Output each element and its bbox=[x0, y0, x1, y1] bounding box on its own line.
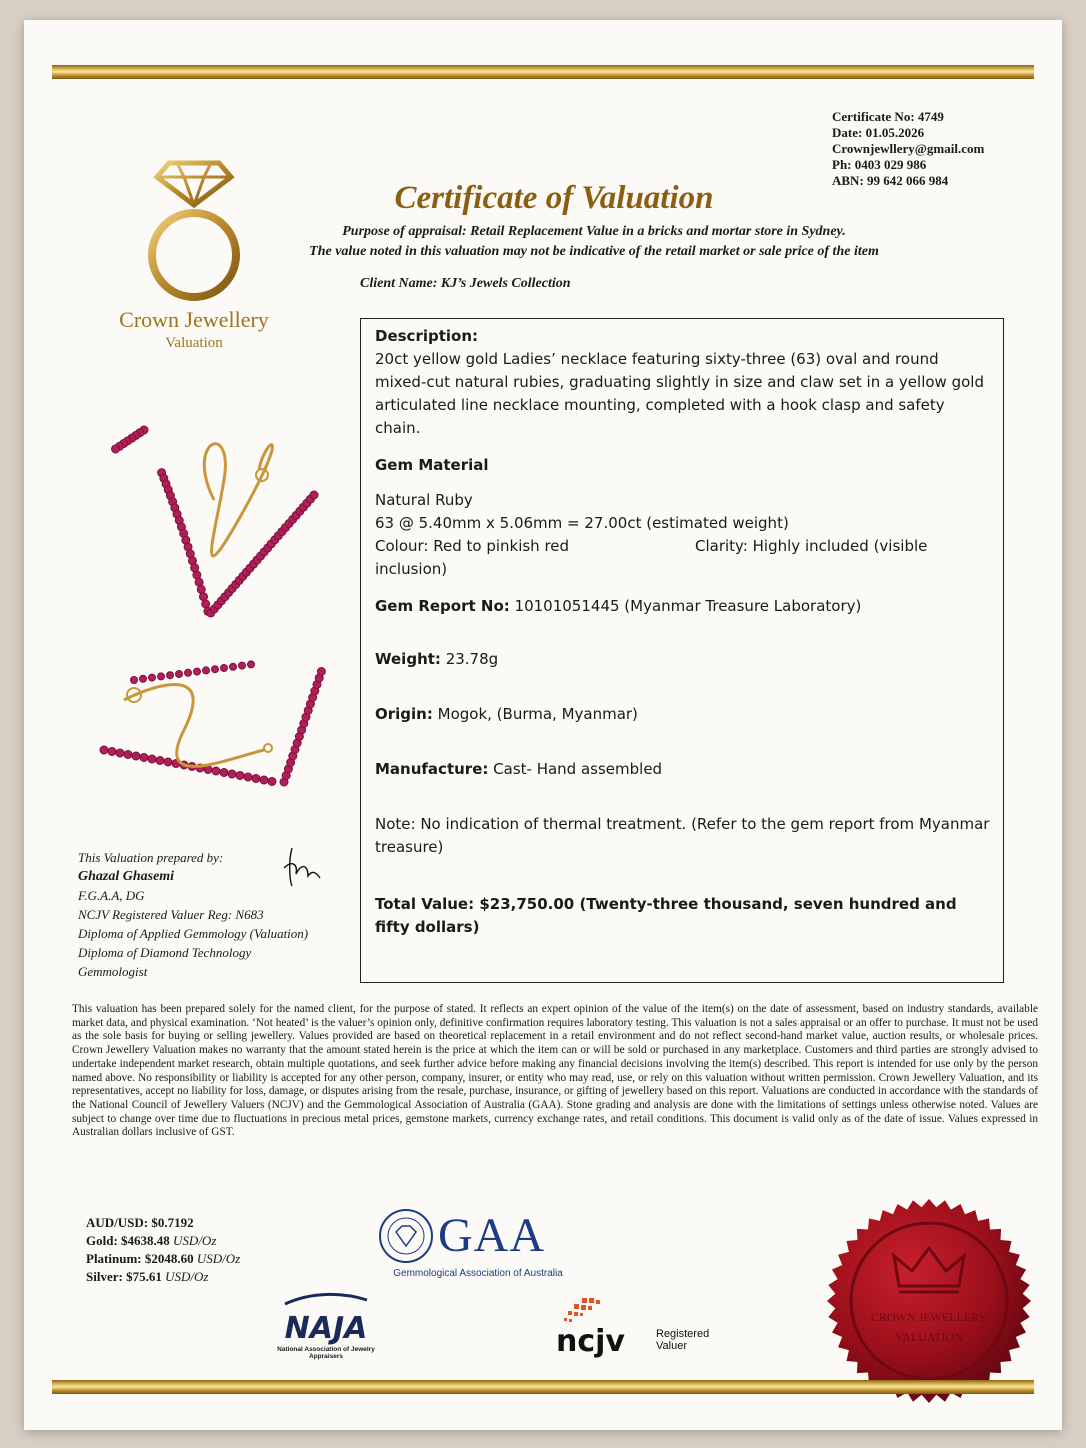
brand-logo bbox=[104, 155, 284, 352]
certificate-date: Date: 01.05.2026 bbox=[832, 125, 925, 140]
total-value: Total Value: $23,750.00 (Twenty-three thousand, seven hundred and fifty dollars) bbox=[375, 895, 957, 936]
ncjv-registered: Registered Valuer bbox=[656, 1328, 710, 1352]
rate-silver: Silver: $75.61 USD/Oz bbox=[86, 1269, 209, 1284]
weight-label: Weight: bbox=[375, 650, 441, 668]
purpose-line-2: The value noted in this valuation may not be indicative of the retail market or sale price of the item bbox=[309, 244, 879, 259]
gaa-text: GAA bbox=[438, 1209, 545, 1262]
gem-name: Natural Ruby bbox=[375, 491, 473, 509]
purpose-statement bbox=[264, 222, 924, 262]
gem-report-value: 10101051445 (Myanmar Treasure Laboratory) bbox=[514, 597, 862, 615]
manufacture-value: Cast- Hand assembled bbox=[493, 760, 663, 778]
brand-name: Crown Jewellery bbox=[119, 307, 269, 332]
top-gold-border bbox=[52, 65, 1034, 79]
gem-colour: Colour: Red to pinkish red bbox=[375, 537, 570, 555]
ncjv-text: ncjv bbox=[556, 1324, 625, 1359]
valuer-diploma-1: Diploma of Applied Gemmology (Valuation) bbox=[78, 926, 309, 941]
necklace-photo-top bbox=[84, 400, 344, 640]
gaa-subtitle: Gemmological Association of Australia bbox=[393, 1268, 563, 1279]
rate-gold: Gold: $4638.48 USD/Oz bbox=[86, 1233, 217, 1248]
valuer-registration: NCJV Registered Valuer Reg: N683 bbox=[78, 907, 264, 922]
naja-logo bbox=[276, 1292, 376, 1360]
gem-measurement: 63 @ 5.40mm x 5.06mm = 27.00ct (estimated weight) bbox=[375, 514, 789, 532]
description-box bbox=[360, 318, 1004, 983]
valuer-name: Ghazal Ghasemi bbox=[78, 869, 175, 884]
seal-line-2: VALUATION bbox=[895, 1330, 963, 1344]
rate-aud: AUD/USD: $0.7192 bbox=[86, 1215, 194, 1230]
prepared-by bbox=[78, 848, 308, 981]
manufacture-label: Manufacture: bbox=[375, 760, 489, 778]
certificate-email: Crownjewllery@gmail.com bbox=[832, 141, 985, 156]
certificate-abn: ABN: 99 642 066 984 bbox=[832, 173, 949, 188]
description-text: 20ct yellow gold Ladies’ necklace featuring sixty-three (63) oval and round mixed-cut natural rubies, graduating slightly in size and claw set in a yellow gold articulated line necklace mounting, completed with a hook clasp and safety chain. bbox=[375, 350, 984, 437]
gem-clarity: Clarity: Highly included (visible bbox=[695, 537, 928, 555]
client-name: Client Name: KJ’s Jewels Collection bbox=[360, 276, 571, 291]
valuer-diploma-2: Diploma of Diamond Technology bbox=[78, 945, 252, 960]
note-text: Note: No indication of thermal treatment. (Refer to the gem report from Myanmar treasure) bbox=[375, 815, 990, 856]
metal-rates bbox=[86, 1214, 240, 1286]
origin-value: Mogok, (Burma, Myanmar) bbox=[437, 705, 638, 723]
gem-material-heading: Gem Material bbox=[375, 456, 489, 474]
disclaimer-text: This valuation has been prepared solely for the named client, for the purpose of stated. It reflects an expert opinion of the value of the item(s) on the date of assessment, based on industry standards, available market data, and physical examination. ‘Not heated’ is the valuer’s opinion only, definitive confirmation requires laboratory testing. This valuation is not a sales appraisal or an offer to purchase. It must not be used as the sole basis for buying or selling jewellery. Values provided are based on theoretical replacement in a retail environment and do not reflect second-hand market value, auction results, or wholesale prices. Crown Jewellery Valuation makes no warranty that the amount stated herein is the price at which the item can or will be sold or purchased in any marketplace. Customers and third parties are strongly advised to undertake independent market research, obtain multiple quotations, and seek further advice before making any financial decisions involving the item(s) described. This report is intended for use only by the person named above. No responsibility or liability is accepted for any other person, company, insurer, or entity who may read, use, or rely on this valuation without written permission. Crown Jewellery Valuation, and its representatives, accept no liability for loss, damage, or disputes arising from the resale, purchase, insurance, or gifting of jewellery based on this report. Valuations are conducted in accordance with the standards of the National Council of Jewellery Valuers (NCJV) and the Gemmological Association of Australia (GAA). Stone grading and analysis are done with the limitations of settings unless otherwise noted. Values are subject to change over time due to fluctuations in precious metal prices, gemstone markets, currency exchange rates, and retail conditions. This document is valid only as of the date of issue. Values expressed in Australian dollars inclusive of GST. bbox=[72, 1003, 1038, 1139]
gem-clarity-cont: inclusion) bbox=[375, 560, 448, 578]
valuer-credentials: F.G.A.A, DG bbox=[78, 888, 145, 903]
page-title: Certificate of Valuation bbox=[394, 180, 714, 216]
certificate-info bbox=[832, 109, 984, 189]
brand-subtitle: Valuation bbox=[165, 335, 223, 351]
purpose-line-1: Purpose of appraisal: Retail Replacement Value in a bricks and mortar store in Sydney. bbox=[342, 224, 846, 239]
wax-seal bbox=[824, 1196, 1034, 1406]
ring-logo-icon bbox=[139, 155, 249, 305]
naja-swoosh-icon bbox=[281, 1292, 371, 1306]
naja-subtitle: National Association of Jewelry Appraisers bbox=[277, 1346, 375, 1360]
rate-platinum: Platinum: $2048.60 USD/Oz bbox=[86, 1251, 241, 1266]
gem-report-label: Gem Report No: bbox=[375, 597, 510, 615]
valuer-role: Gemmologist bbox=[78, 964, 148, 979]
signature-icon bbox=[278, 842, 328, 892]
description-heading: Description: bbox=[375, 327, 479, 345]
weight-value: 23.78g bbox=[445, 650, 499, 668]
origin-label: Origin: bbox=[375, 705, 433, 723]
seal-line-1: CROWN JEWELLERY bbox=[870, 1310, 988, 1324]
necklace-photo-bottom bbox=[74, 650, 334, 800]
naja-text: NAJA bbox=[284, 1311, 368, 1346]
bottom-gold-border bbox=[52, 1380, 1034, 1394]
certificate-paper bbox=[24, 20, 1062, 1430]
gaa-emblem-icon bbox=[378, 1208, 434, 1264]
certificate-number: Certificate No: 4749 bbox=[832, 109, 944, 124]
prepared-label: This Valuation prepared by: bbox=[78, 850, 224, 865]
certificate-phone: Ph: 0403 029 986 bbox=[832, 157, 927, 172]
